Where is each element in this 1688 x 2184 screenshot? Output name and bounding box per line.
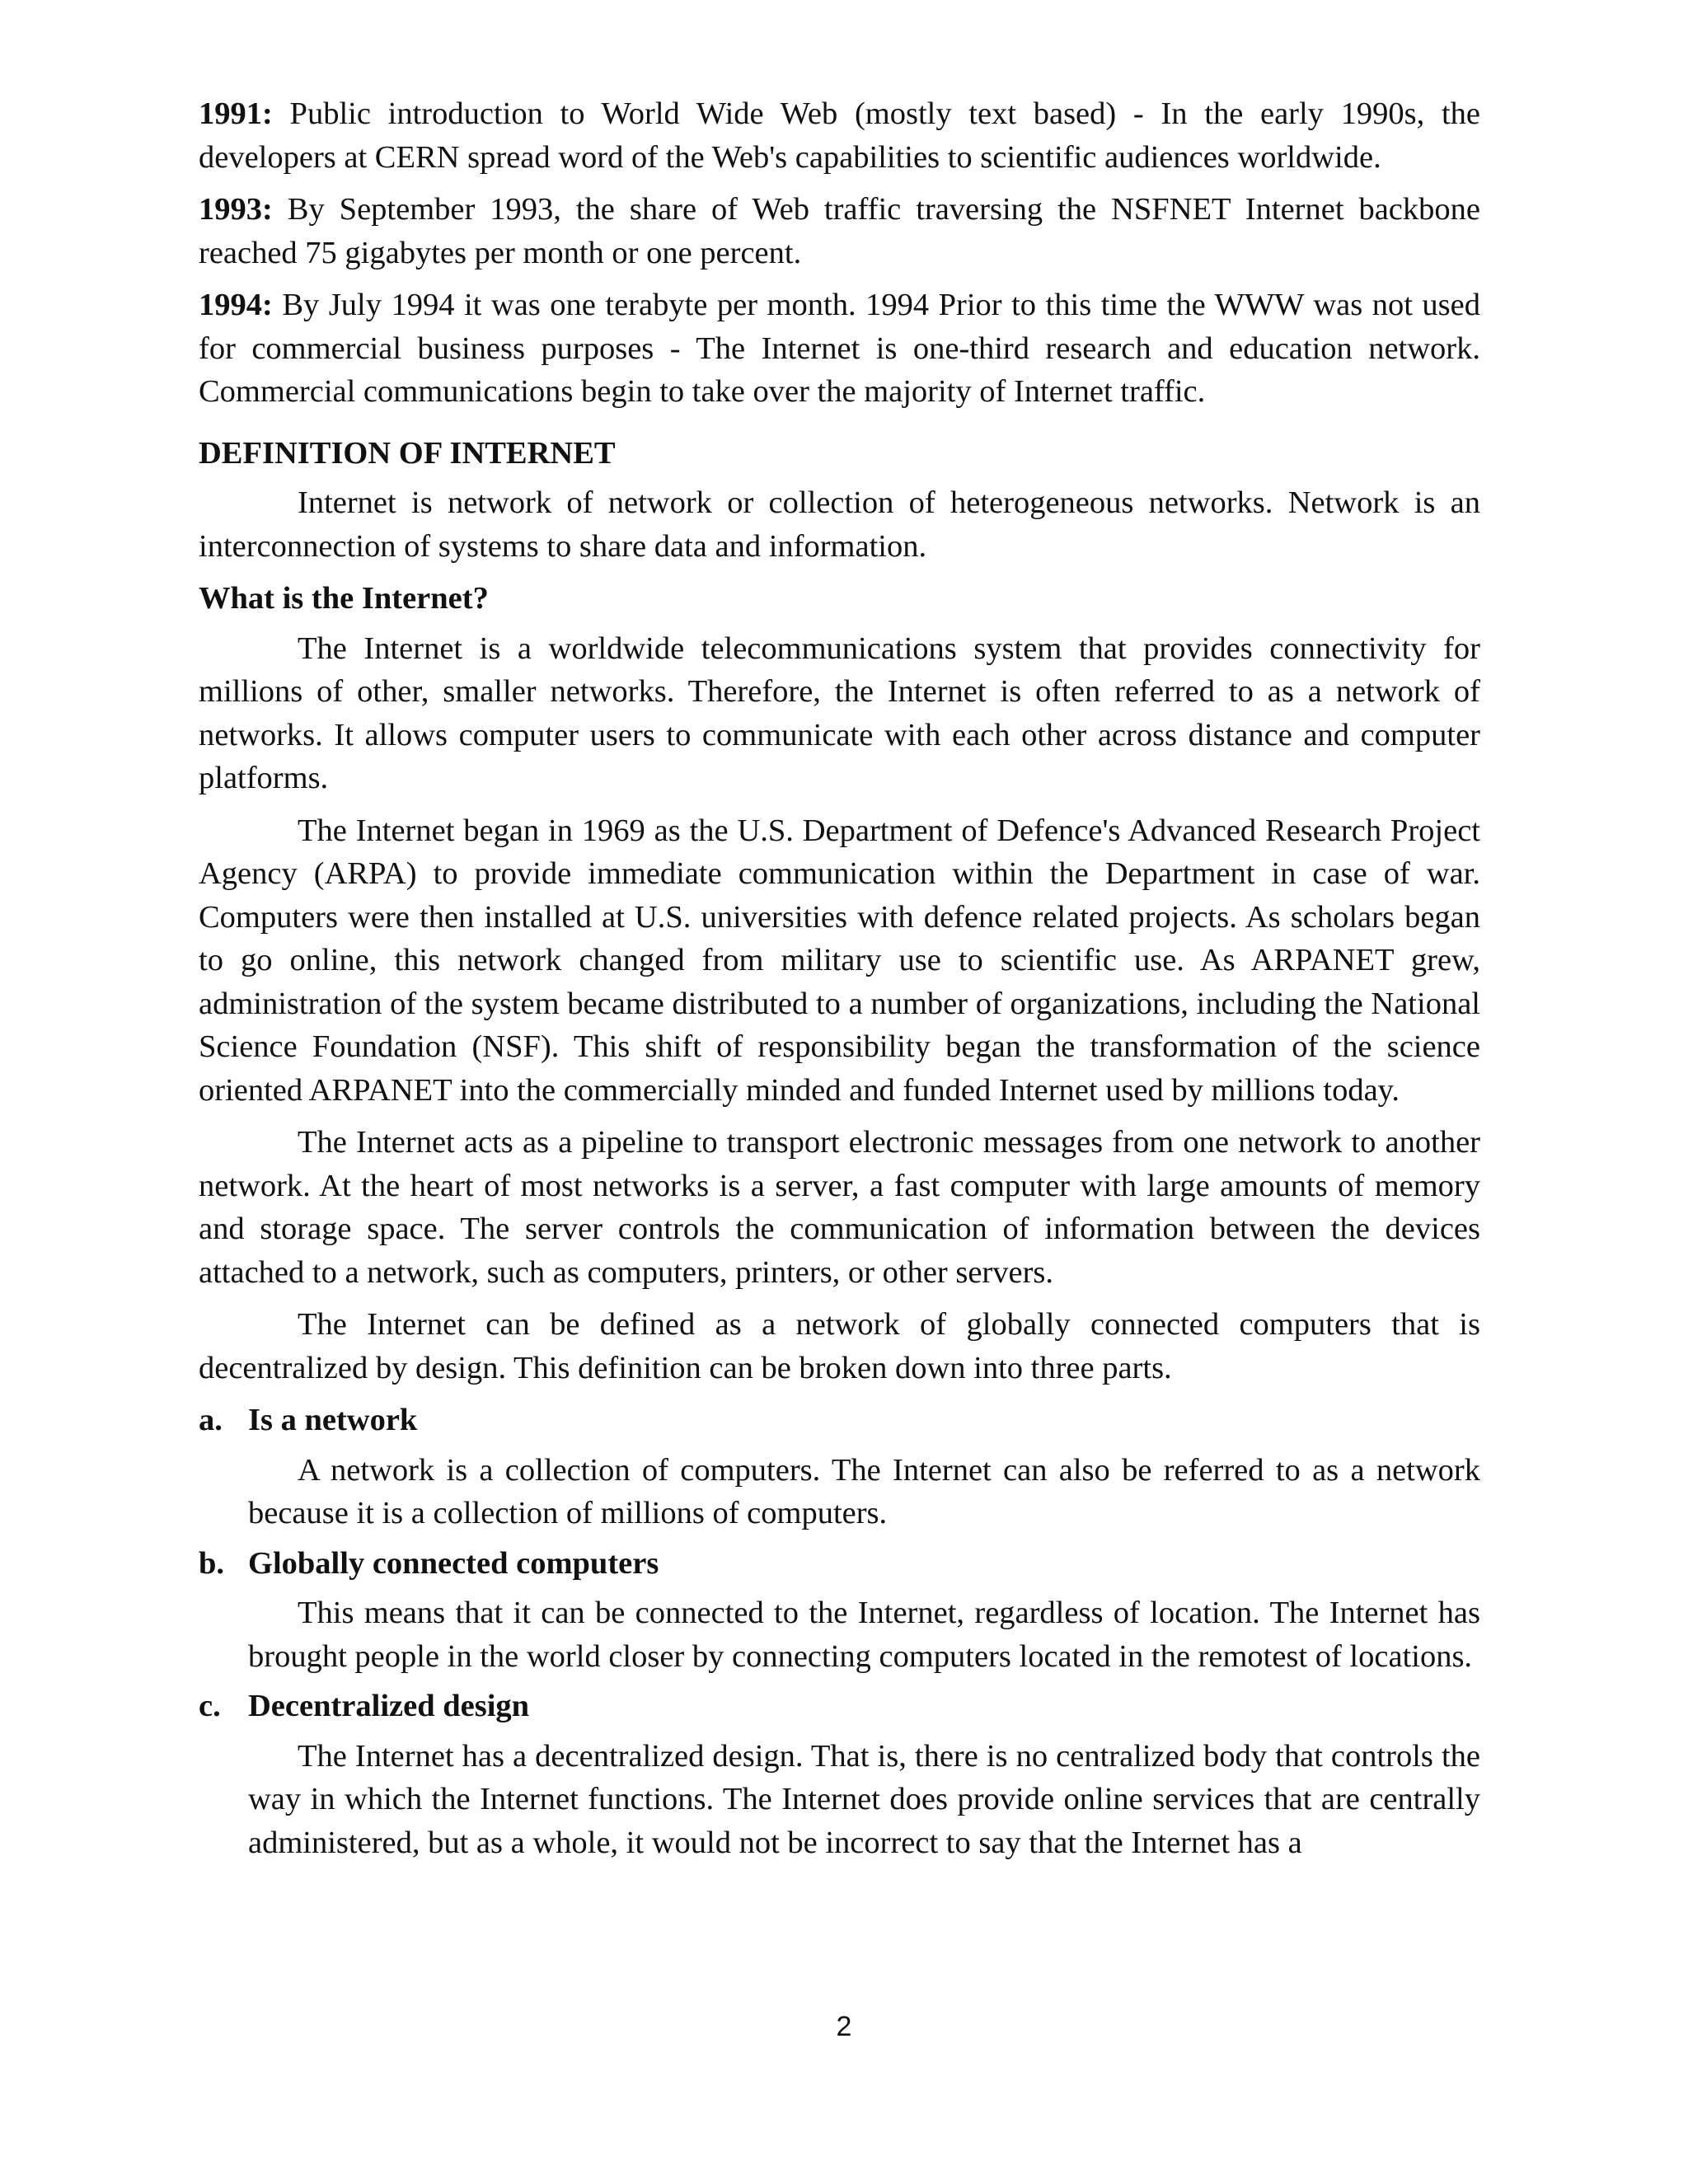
list-item-title: Decentralized design: [248, 1689, 530, 1723]
timeline-text: By July 1994 it was one terabyte per month. 1994 Prior to this time the WWW was not used for commercial business purposes - The Internet is one-third research and education network. Commercial communications begin to take over the majority of Internet traffic.: [199, 288, 1480, 409]
body-paragraph: The Internet began in 1969 as the U.S. Department of Defence's Advanced Research Project Agency (ARPA) to provide immediate communication within the Department in case of war. Computers were then installed at U.S. universities with defence related projects. As scholars began to go online, this network changed from military use to scientific use. As ARPANET grew, administration of the system became distributed to a number of organizations, including the National Science Foundation (NSF). This shift of responsibility began the transformation of the science oriented ARPANET into the commercially minded and funded Internet used by millions today.: [199, 813, 1480, 1108]
body-paragraph: The Internet can be defined as a network of globally connected computers that is decentralized by design. This definition can be broken down into three parts.: [199, 1307, 1480, 1385]
list-item: [199, 1399, 1480, 1535]
list-item-heading: [199, 1542, 1480, 1586]
section-heading-what-is: What is the Internet?: [199, 581, 489, 616]
list-item-heading: [199, 1685, 1480, 1728]
list-item-letter: b.: [199, 1545, 225, 1581]
timeline-text: By September 1993, the share of Web traffic traversing the NSFNET Internet backbone reached 75 gigabytes per month or one percent.: [199, 192, 1480, 270]
list-item-letter: a.: [199, 1403, 223, 1437]
body-paragraph: The Internet acts as a pipeline to transport electronic messages from one network to another network. At the heart of most networks is a server, a fast computer with large amounts of memory and storage space. The server controls the communication of information between the devices attached to a network, such as computers, printers, or other servers.: [199, 1125, 1480, 1290]
section-heading-definition: DEFINITION OF INTERNET: [199, 435, 616, 471]
list-item-letter: c.: [199, 1689, 221, 1723]
list-item: [199, 1542, 1480, 1679]
timeline-year: 1994:: [199, 288, 273, 322]
body-paragraph: The Internet is a worldwide telecommunications system that provides connectivity for millions of other, smaller networks. Therefore, the Internet is often referred to as a network of networks. It allows computer users to communicate with each other across distance and computer platforms.: [199, 630, 1480, 795]
definition-paragraph: Internet is network of network or collection of heterogeneous networks. Network is an interconnection of systems to share data and information.: [199, 485, 1480, 564]
document-page: [199, 92, 1480, 1864]
timeline-text: Public introduction to World Wide Web (mostly text based) - In the early 1990s, the developers at CERN spread word of the Web's capabilities to scientific audiences worldwide.: [199, 96, 1480, 175]
timeline-entry-1991: [199, 92, 1480, 179]
timeline-entry-1994: [199, 284, 1480, 414]
timeline-year: 1993:: [199, 192, 273, 227]
timeline-year: 1991:: [199, 96, 273, 131]
list-item-text: This means that it can be connected to the Internet, regardless of location. The Internet has brought people in the world closer by connecting computers located in the remotest of locations.: [248, 1596, 1480, 1674]
list-item-title: Globally connected computers: [248, 1545, 659, 1581]
list-item-text: A network is a collection of computers. The Internet can also be referred to as a network because it is a collection of millions of computers.: [248, 1452, 1480, 1530]
page-number: 2: [836, 2011, 852, 2042]
list-item-title: Is a network: [248, 1403, 418, 1437]
timeline-entry-1993: [199, 188, 1480, 274]
list-item-heading: [199, 1399, 1480, 1442]
list-item: [199, 1685, 1480, 1864]
list-item-text: The Internet has a decentralized design. That is, there is no centralized body that controls the way in which the Internet functions. The Internet does provide online services that are centrally administered, but as a whole, it would not be incorrect to say that the Internet has a: [248, 1738, 1480, 1860]
